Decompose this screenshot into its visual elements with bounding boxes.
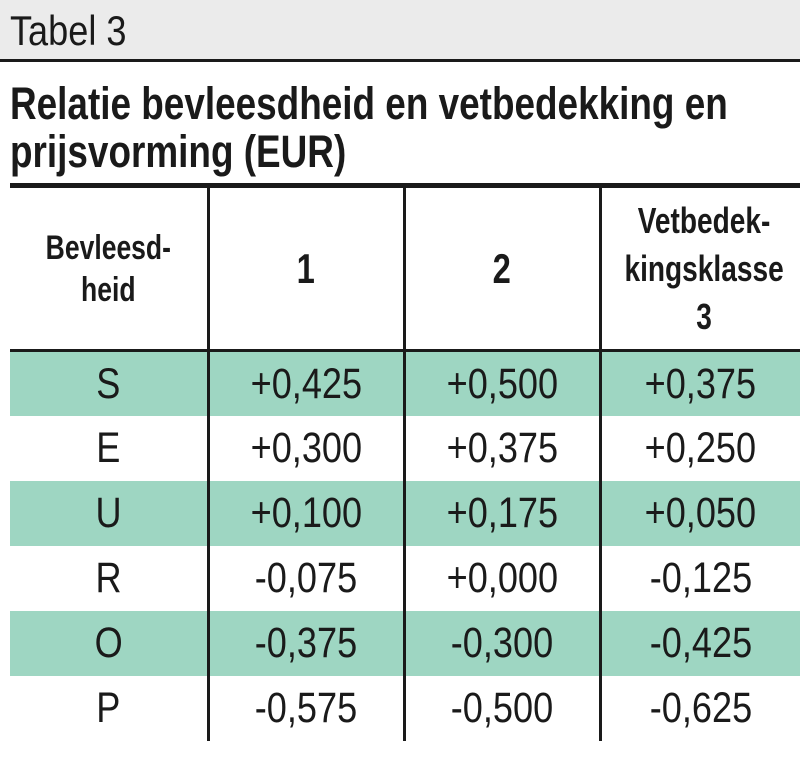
- value-cell-class-1-text: +0,100: [250, 489, 362, 537]
- row-label-cell: [10, 546, 208, 611]
- table-label-bar: [0, 0, 800, 62]
- value-cell-class-3: [600, 676, 800, 741]
- value-cell-class-1: [208, 481, 404, 546]
- value-cell-class-3-text: +0,375: [645, 359, 757, 408]
- table-row: [10, 611, 800, 676]
- table-title: Relatie bevleesdheid en vetbedekking en prijsvorming (EUR): [10, 78, 728, 177]
- row-label-cell-text: R: [95, 554, 122, 602]
- value-cell-class-1-text: +0,425: [250, 359, 362, 408]
- row-label-cell-text: E: [96, 424, 121, 472]
- row-label-cell: [10, 481, 208, 546]
- row-label-cell-text: P: [96, 684, 121, 732]
- header-class-3: [600, 186, 800, 351]
- row-label-cell-text: S: [96, 359, 121, 408]
- row-label-cell-text: O: [94, 619, 123, 667]
- value-cell-class-1-text: +0,300: [250, 424, 362, 472]
- table-row: [10, 546, 800, 611]
- value-cell-class-2: [404, 676, 600, 741]
- value-cell-class-3: [600, 416, 800, 481]
- table-row: [10, 351, 800, 416]
- header-bevleesdheid-label: Bevleesd- heid: [45, 228, 171, 309]
- table-label: Tabel 3: [10, 7, 127, 54]
- value-cell-class-2: [404, 481, 600, 546]
- table-body: [10, 351, 800, 741]
- value-cell-class-1: [208, 676, 404, 741]
- value-cell-class-3-text: -0,125: [649, 554, 752, 602]
- header-class-2: [404, 186, 600, 351]
- value-cell-class-2: [404, 611, 600, 676]
- value-cell-class-1: [208, 351, 404, 416]
- value-cell-class-3-text: +0,250: [645, 424, 757, 472]
- value-cell-class-3-text: -0,625: [649, 684, 752, 732]
- table-row: [10, 481, 800, 546]
- value-cell-class-2-text: -0,500: [450, 684, 554, 732]
- value-cell-class-2-text: +0,375: [446, 424, 558, 472]
- value-cell-class-2-text: +0,000: [446, 554, 558, 602]
- table-row: [10, 416, 800, 481]
- value-cell-class-2-text: +0,500: [446, 359, 558, 408]
- row-label-cell-text: U: [95, 489, 122, 537]
- value-cell-class-3: [600, 611, 800, 676]
- value-cell-class-3: [600, 546, 800, 611]
- header-row: [10, 186, 800, 351]
- header-bevleesdheid: [10, 186, 208, 351]
- value-cell-class-3: [600, 351, 800, 416]
- value-cell-class-2-text: -0,300: [450, 619, 554, 667]
- header-class-3-label: Vetbedek- kingsklasse 3: [623, 199, 784, 337]
- value-cell-class-2: [404, 416, 600, 481]
- row-label-cell: [10, 416, 208, 481]
- value-cell-class-1: [208, 611, 404, 676]
- value-cell-class-1-text: -0,575: [254, 684, 358, 732]
- value-cell-class-1-text: -0,375: [254, 619, 358, 667]
- value-cell-class-2: [404, 351, 600, 416]
- value-cell-class-1-text: -0,075: [254, 554, 358, 602]
- row-label-cell: [10, 611, 208, 676]
- value-cell-class-3-text: -0,425: [649, 619, 752, 667]
- header-class-2-label: 2: [492, 244, 512, 292]
- table-row: [10, 676, 800, 741]
- header-class-1-label: 1: [296, 244, 316, 292]
- price-table-container: [10, 183, 800, 741]
- value-cell-class-1: [208, 546, 404, 611]
- value-cell-class-3: [600, 481, 800, 546]
- value-cell-class-1: [208, 416, 404, 481]
- row-label-cell: [10, 351, 208, 416]
- row-label-cell: [10, 676, 208, 741]
- value-cell-class-2-text: +0,175: [446, 489, 558, 537]
- value-cell-class-3-text: +0,050: [645, 489, 757, 537]
- price-table: [10, 183, 800, 741]
- header-class-1: [208, 186, 404, 351]
- value-cell-class-2: [404, 546, 600, 611]
